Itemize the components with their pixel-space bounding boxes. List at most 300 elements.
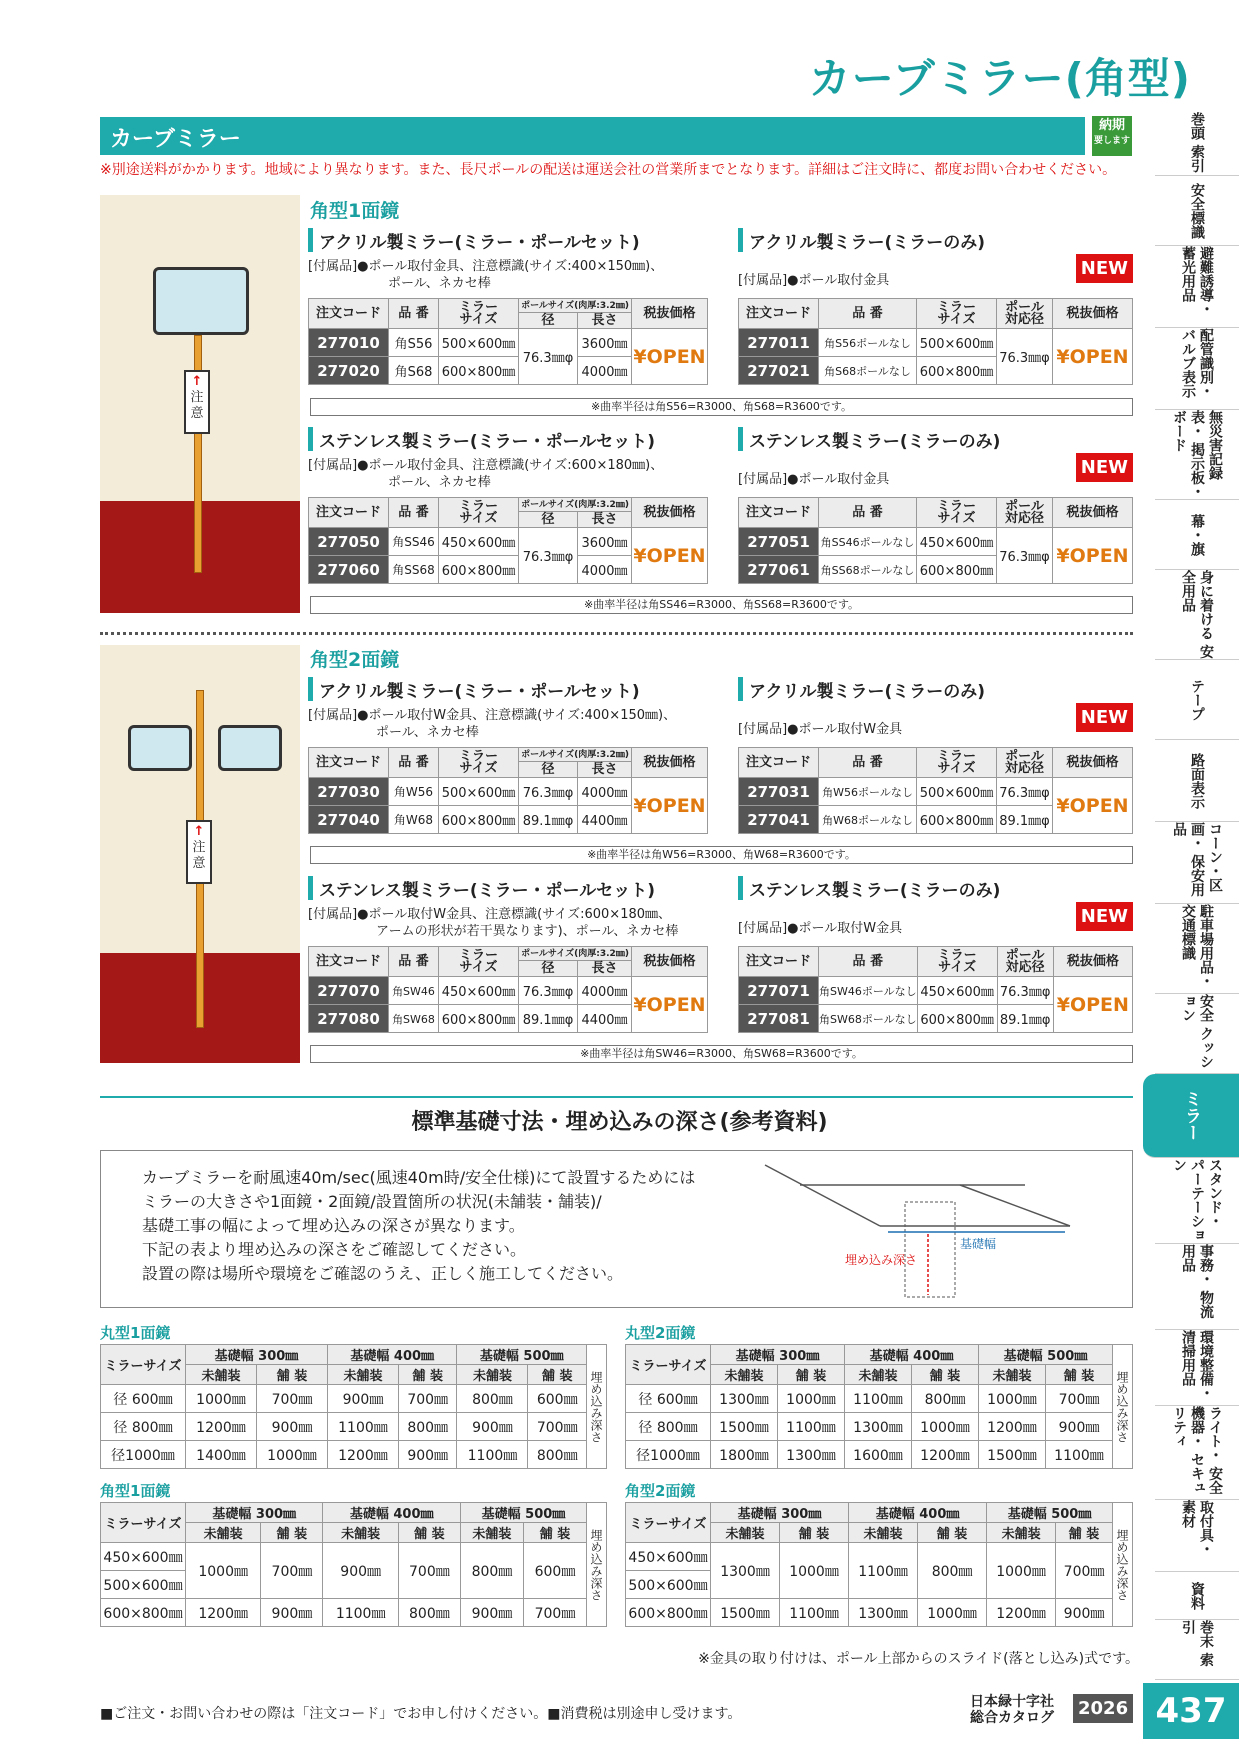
- accessories: [308, 906, 708, 940]
- product-table: [738, 298, 1133, 385]
- cell: 1100㎜: [323, 1599, 398, 1627]
- depth-label: 埋め込み深さ: [1113, 1503, 1133, 1627]
- accessories: [308, 707, 708, 741]
- label-depth: 埋め込み深さ: [845, 1253, 918, 1267]
- th-size: [917, 498, 997, 528]
- th-w500: 基礎幅 500㎜: [457, 1345, 587, 1365]
- cell: 1200㎜: [327, 1441, 398, 1469]
- cell: 900㎜: [327, 1385, 398, 1413]
- th-size: ミラーサイズ: [101, 1503, 186, 1543]
- th-size: [439, 299, 519, 329]
- cell: 800㎜: [398, 1599, 460, 1627]
- cell: 600×800㎜: [101, 1599, 186, 1627]
- price: ¥OPEN: [632, 329, 708, 385]
- order-code: 277011: [739, 329, 819, 357]
- arrow-up-icon: ↑: [193, 824, 205, 839]
- order-code: 277061: [739, 556, 819, 584]
- cell: 700㎜: [398, 1385, 457, 1413]
- th-price: 税抜価格: [1053, 498, 1133, 528]
- th-code: 注文コード: [739, 299, 819, 329]
- cell: 800㎜: [460, 1543, 523, 1599]
- th-size-2: サイズ: [459, 311, 498, 327]
- sidebar-tab[interactable]: テープ: [1155, 660, 1239, 740]
- th-hin: 品 番: [389, 748, 439, 778]
- th-unpaved: 未舗装: [457, 1365, 528, 1385]
- mirror-panel-right: [218, 725, 282, 771]
- text-line: 下記の表より埋め込みの深さをご確認してください。: [142, 1240, 527, 1259]
- th-paved: 舗 装: [398, 1365, 457, 1385]
- part-no: 角SS46ポールなし: [819, 528, 917, 556]
- sign-label: 注意: [192, 840, 206, 871]
- sidebar-tab[interactable]: 幕・旗: [1155, 500, 1239, 570]
- sidebar-tab[interactable]: 安全 クッション: [1155, 994, 1239, 1074]
- cell: 1000㎜: [186, 1385, 257, 1413]
- product-block: [738, 876, 1133, 1040]
- new-badge: NEW: [1076, 453, 1133, 482]
- cell: 1000㎜: [918, 1599, 987, 1627]
- depth-label: 埋め込み深さ: [587, 1503, 607, 1627]
- th-size: [917, 947, 997, 977]
- foundation-text: [142, 1166, 695, 1286]
- catalog-name: [970, 1694, 1054, 1726]
- cell: 径1000㎜: [626, 1441, 711, 1469]
- cell: 1000㎜: [186, 1543, 261, 1599]
- pole-diam: 76.3㎜φ: [997, 329, 1053, 385]
- cell: 800㎜: [457, 1385, 528, 1413]
- curvature-note: ※曲率半径は角SW46=R3000、角SW68=R3600です。: [310, 1045, 1133, 1063]
- th-paved: 舗 装: [1046, 1365, 1113, 1385]
- cell: 1500㎜: [979, 1441, 1046, 1469]
- accessories: [付属品]●ポール取付金具: [738, 472, 890, 487]
- acc-line: [付属品]●ポール取付W金具、注意標識(サイズ:600×180㎜、: [308, 907, 672, 922]
- cell: 1000㎜: [778, 1385, 845, 1413]
- cell: 1000㎜: [987, 1543, 1056, 1599]
- order-code: 277081: [739, 1005, 819, 1033]
- square-double-table: [625, 1502, 1133, 1627]
- part-no: 角SS68: [389, 556, 439, 584]
- th-price: 税抜価格: [1053, 299, 1133, 329]
- th-size-1: ミラー: [937, 947, 977, 963]
- product-table: [308, 946, 708, 1033]
- th-paved: 舗 装: [1056, 1523, 1113, 1543]
- acc-line: アームの形状が若干異なります)、ポール、ネカセ棒: [376, 924, 679, 939]
- depth-label: 埋め込み深さ: [587, 1345, 607, 1469]
- pole-diam: 76.3㎜φ: [519, 778, 578, 806]
- th-hin: 品 番: [819, 498, 917, 528]
- part-no: 角W68: [389, 806, 439, 834]
- th-w400: 基礎幅 400㎜: [845, 1345, 979, 1365]
- mirror-size: 600×800㎜: [917, 357, 997, 385]
- table-title: 丸型1面鏡: [100, 1324, 171, 1342]
- th-pd: [997, 947, 1053, 977]
- mirror-size: 600×800㎜: [439, 556, 519, 584]
- sidebar-tab[interactable]: 配管識別・ バルブ表示: [1155, 328, 1239, 410]
- pole-len: 4000㎜: [578, 977, 632, 1005]
- th-paved: 舗 装: [778, 1365, 845, 1385]
- th-pole: ポールサイズ(肉厚:3.2㎜): [519, 748, 632, 762]
- sidebar-tab[interactable]: 取付具・ 素材: [1155, 1500, 1239, 1572]
- part-no: 角W68ポールなし: [819, 806, 917, 834]
- th-hin: 品 番: [819, 748, 917, 778]
- group-title: 角型2面鏡: [310, 649, 400, 671]
- th-size: [439, 947, 519, 977]
- curvature-note: ※曲率半径は角W56=R3000、角W68=R3600です。: [310, 846, 1133, 864]
- th-size: ミラーサイズ: [101, 1345, 186, 1385]
- text-line: ミラーの大きさや1面鏡・2面鏡/設置箇所の状況(未舗装・舗装)/: [142, 1192, 602, 1211]
- accessories: [付属品]●ポール取付金具: [738, 273, 890, 288]
- order-code: 277021: [739, 357, 819, 385]
- sidebar-tab[interactable]: 事務・ 物流用品: [1155, 1244, 1239, 1330]
- mirror-panel: [153, 267, 249, 335]
- catalog-line: 日本緑十字社: [970, 1694, 1054, 1710]
- pole-diam: 89.1㎜φ: [997, 806, 1053, 834]
- th-paved: 舗 装: [261, 1523, 323, 1543]
- sidebar-tab[interactable]: 環境整備・ 清掃用品: [1155, 1330, 1239, 1406]
- th-code: 注文コード: [309, 498, 389, 528]
- cell: 600㎜: [528, 1385, 587, 1413]
- product-block: [308, 228, 708, 392]
- sidebar-tab[interactable]: コーン・区画・ 保安用品: [1155, 822, 1239, 904]
- product-title: アクリル製ミラー(ミラー・ポールセット): [308, 228, 708, 252]
- sidebar-tab[interactable]: 資料: [1155, 1572, 1239, 1620]
- cell: 700㎜: [528, 1413, 587, 1441]
- th-size-1: ミラー: [936, 299, 976, 315]
- sidebar-tab[interactable]: 巻末 索引: [1155, 1620, 1239, 1680]
- group-title: 角型1面鏡: [310, 200, 400, 222]
- th-w300: 基礎幅 300㎜: [186, 1503, 323, 1523]
- cell: 径 800㎜: [101, 1413, 186, 1441]
- cell: 800㎜: [912, 1385, 979, 1413]
- th-size: [917, 299, 997, 329]
- th-code: 注文コード: [309, 947, 389, 977]
- th-pole: ポールサイズ(肉厚:3.2㎜): [519, 299, 632, 313]
- th-price: 税抜価格: [632, 498, 708, 528]
- catalog-year: 2026: [1073, 1694, 1133, 1723]
- th-size-1: ミラー: [936, 498, 976, 514]
- order-code: 277040: [309, 806, 389, 834]
- order-footer: ■ご注文・お問い合わせの際は「注文コード」でお申し付けください。■消費税は別途申し受けます。: [100, 1706, 742, 1722]
- pole-diam: 89.1㎜φ: [997, 1005, 1053, 1033]
- cell: 1200㎜: [186, 1599, 261, 1627]
- sidebar-tab-active[interactable]: ミラー: [1143, 1074, 1239, 1158]
- th-hin: 品 番: [819, 299, 917, 329]
- product-title: アクリル製ミラー(ミラー・ポールセット): [308, 677, 708, 701]
- cell: 1400㎜: [186, 1441, 257, 1469]
- th-pole: ポールサイズ(肉厚:3.2㎜): [519, 498, 632, 512]
- th-size-1: ミラー: [458, 748, 498, 764]
- cell: 1100㎜: [845, 1385, 912, 1413]
- product-table: [738, 747, 1133, 834]
- text-line: 設置の際は場所や環境をご確認のうえ、正しく施工してください。: [142, 1264, 623, 1283]
- price: ¥OPEN: [632, 977, 708, 1033]
- mirror-size: 450×600㎜: [917, 977, 997, 1005]
- cell: 1200㎜: [186, 1413, 257, 1441]
- cell: 600×800㎜: [626, 1599, 711, 1627]
- cell: 500×600㎜: [101, 1571, 186, 1599]
- table-title: 丸型2面鏡: [625, 1324, 696, 1342]
- cell: 900㎜: [256, 1413, 327, 1441]
- th-len: 長さ: [578, 961, 632, 977]
- th-code: 注文コード: [739, 748, 819, 778]
- cell: 900㎜: [1056, 1599, 1113, 1627]
- part-no: 角SW68ポールなし: [819, 1005, 918, 1033]
- th-size-2: サイズ: [937, 311, 976, 327]
- th-paved: 舗 装: [523, 1523, 586, 1543]
- acc-line: [付属品]●ポール取付金具、注意標識(サイズ:400×150㎜)、: [308, 259, 664, 274]
- order-code: 277060: [309, 556, 389, 584]
- new-badge: NEW: [1076, 902, 1133, 931]
- acc-line: ポール、ネカセ棒: [388, 475, 491, 490]
- mirror-size: 500×600㎜: [439, 329, 519, 357]
- table-title: 角型1面鏡: [100, 1482, 171, 1500]
- product-block: [308, 677, 708, 841]
- accessories: [付属品]●ポール取付W金具: [738, 921, 903, 936]
- th-w300: 基礎幅 300㎜: [186, 1345, 328, 1365]
- cell: 1000㎜: [912, 1413, 979, 1441]
- curvature-note: ※曲率半径は角SS46=R3000、角SS68=R3600です。: [310, 596, 1133, 614]
- sidebar-tab[interactable]: 安全標識: [1155, 176, 1239, 246]
- th-unpaved: 未舗装: [711, 1523, 780, 1543]
- sidebar-tab[interactable]: 駐車場用品・ 交通標識: [1155, 904, 1239, 994]
- th-price: 税抜価格: [1053, 748, 1133, 778]
- th-pd-2: 対応径: [1004, 760, 1044, 776]
- th-w500: 基礎幅 500㎜: [987, 1503, 1113, 1523]
- th-paved: 舗 装: [256, 1365, 327, 1385]
- pole-diam: 89.1㎜φ: [519, 806, 578, 834]
- pole-len: 4000㎜: [578, 357, 632, 385]
- order-code: 277070: [309, 977, 389, 1005]
- acc-line: [付属品]●ポール取付W金具、注意標識(サイズ:400×150㎜)、: [308, 708, 677, 723]
- product-title: アクリル製ミラー(ミラーのみ): [738, 677, 1133, 701]
- th-w400: 基礎幅 400㎜: [849, 1503, 987, 1523]
- mirror-size: 600×800㎜: [439, 1005, 519, 1033]
- shipping-notice: ※別途送料がかかります。地域により異なります。また、長尺ポールの配送は運送会社の営業所までとなります。詳細はご注文時に、都度お問い合わせください。: [100, 162, 1117, 178]
- cell: 1300㎜: [711, 1543, 780, 1599]
- sidebar-tab[interactable]: 避難誘導・ 蓄光用品: [1155, 246, 1239, 328]
- cell: 800㎜: [528, 1441, 587, 1469]
- cell: 700㎜: [261, 1543, 323, 1599]
- cell: 700㎜: [398, 1543, 460, 1599]
- sidebar-tab[interactable]: 無災害記録表・ 掲示板・ボード: [1155, 410, 1239, 500]
- catalog-line: 総合カタログ: [970, 1710, 1054, 1726]
- th-pd-1: ポール: [1005, 947, 1045, 963]
- mirror-size: 600×800㎜: [439, 357, 519, 385]
- price: ¥OPEN: [632, 528, 708, 584]
- order-code: 277010: [309, 329, 389, 357]
- acc-line: ポール、ネカセ棒: [376, 725, 479, 740]
- cell: 1200㎜: [912, 1441, 979, 1469]
- pole-diam: 76.3㎜φ: [519, 528, 578, 584]
- th-pd-1: ポール: [1005, 748, 1044, 764]
- th-paved: 舗 装: [912, 1365, 979, 1385]
- cell: 1100㎜: [1046, 1441, 1113, 1469]
- arrow-up-icon: ↑: [191, 374, 203, 389]
- accessories: [付属品]●ポール取付W金具: [738, 722, 903, 737]
- pole-len: 4400㎜: [578, 806, 632, 834]
- pole-diam: 89.1㎜φ: [519, 1005, 578, 1033]
- sidebar-tab[interactable]: ライト・ 安全機器・ セキュリティ: [1155, 1406, 1239, 1500]
- foundation-diagram: [760, 1160, 1080, 1300]
- cell: 1100㎜: [780, 1599, 849, 1627]
- th-size: ミラーサイズ: [626, 1345, 711, 1385]
- mirror-size: 500×600㎜: [917, 329, 997, 357]
- curvature-note: ※曲率半径は角S56=R3000、角S68=R3600です。: [310, 398, 1133, 416]
- product-block: [738, 677, 1133, 841]
- cell: 1800㎜: [711, 1441, 778, 1469]
- cell: 900㎜: [1046, 1413, 1113, 1441]
- cell: 1200㎜: [987, 1599, 1056, 1627]
- cell: 700㎜: [256, 1385, 327, 1413]
- part-no: 角SW46ポールなし: [819, 977, 918, 1005]
- pole-len: 4000㎜: [578, 778, 632, 806]
- product-block: [308, 876, 708, 1040]
- sidebar-tab[interactable]: 身に着ける 安全用品: [1155, 570, 1239, 660]
- th-code: 注文コード: [309, 748, 389, 778]
- th-w300: 基礎幅 300㎜: [711, 1503, 849, 1523]
- cell: 1100㎜: [849, 1543, 918, 1599]
- th-w400: 基礎幅 400㎜: [323, 1503, 460, 1523]
- pole-len: 3600㎜: [578, 329, 632, 357]
- part-no: 角SS68ポールなし: [819, 556, 917, 584]
- cell: 800㎜: [398, 1413, 457, 1441]
- th-pd: [997, 299, 1053, 329]
- product-title: ステンレス製ミラー(ミラー・ポールセット): [308, 427, 708, 451]
- product-table: [738, 946, 1133, 1033]
- cell: 1000㎜: [780, 1543, 849, 1599]
- section-header: カーブミラー: [100, 117, 1085, 155]
- th-w500: 基礎幅 500㎜: [979, 1345, 1113, 1365]
- mirror-size: 450×600㎜: [917, 528, 997, 556]
- th-pd-2: 対応径: [1005, 959, 1045, 975]
- th-len: 長さ: [578, 512, 632, 528]
- pole-diam: 76.3㎜φ: [997, 778, 1053, 806]
- th-unpaved: 未舗装: [987, 1523, 1056, 1543]
- cell: 1100㎜: [457, 1441, 528, 1469]
- accessories: [308, 258, 708, 292]
- acc-line: ポール、ネカセ棒: [388, 276, 491, 291]
- th-len: 長さ: [578, 762, 632, 778]
- mirror-panel-left: [128, 725, 192, 771]
- order-code: 277071: [739, 977, 819, 1005]
- cell: 1000㎜: [979, 1385, 1046, 1413]
- square-single-table: [100, 1502, 607, 1627]
- th-code: 注文コード: [739, 947, 819, 977]
- th-price: 税抜価格: [632, 947, 708, 977]
- cell: 600㎜: [523, 1543, 586, 1599]
- cell: 450×600㎜: [101, 1543, 186, 1571]
- th-size-2: サイズ: [459, 760, 498, 776]
- sign-label: 注意: [190, 390, 204, 421]
- order-code: 277031: [739, 778, 819, 806]
- part-no: 角SW46: [389, 977, 439, 1005]
- th-unpaved: 未舗装: [186, 1523, 261, 1543]
- cell: 900㎜: [457, 1413, 528, 1441]
- new-badge: NEW: [1076, 254, 1133, 283]
- double-mirror-illustration: [100, 645, 300, 1063]
- part-no: 角W56ポールなし: [819, 778, 917, 806]
- product-title: アクリル製ミラー(ミラーのみ): [738, 228, 1133, 252]
- th-pole: ポールサイズ(肉厚:3.2㎜): [519, 947, 632, 961]
- noki-sub: 要します: [1093, 136, 1130, 146]
- table-title: 角型2面鏡: [625, 1482, 696, 1500]
- th-size-1: ミラー: [458, 498, 498, 514]
- price: ¥OPEN: [1053, 329, 1133, 385]
- cell: 700㎜: [1056, 1543, 1113, 1599]
- th-size-1: ミラー: [936, 748, 976, 764]
- foundation-block: [905, 1202, 955, 1297]
- pole-diam: 76.3㎜φ: [997, 528, 1053, 584]
- pole-len: 4400㎜: [578, 1005, 632, 1033]
- th-price: 税抜価格: [632, 748, 708, 778]
- cell: 1300㎜: [711, 1385, 778, 1413]
- order-code: 277041: [739, 806, 819, 834]
- th-pd-1: ポール: [1005, 498, 1044, 514]
- th-len: 長さ: [578, 313, 632, 329]
- product-title: ステンレス製ミラー(ミラー・ポールセット): [308, 876, 708, 900]
- sidebar-tab[interactable]: スタンド・ パーテーション: [1155, 1158, 1239, 1244]
- th-diam: 径: [519, 961, 578, 977]
- price: ¥OPEN: [1053, 528, 1133, 584]
- product-block: [738, 228, 1133, 392]
- sidebar-tab[interactable]: 路面表示: [1155, 740, 1239, 822]
- th-size: [439, 748, 519, 778]
- page-number: 437: [1143, 1683, 1239, 1739]
- th-hin: 品 番: [819, 947, 918, 977]
- foundation-title: 標準基礎寸法・埋め込みの深さ(参考資料): [411, 1110, 828, 1135]
- acc-line: [付属品]●ポール取付金具、注意標識(サイズ:600×180㎜)、: [308, 458, 664, 473]
- order-code: 277020: [309, 357, 389, 385]
- th-size-1: ミラー: [458, 299, 498, 315]
- part-no: 角S56: [389, 329, 439, 357]
- single-mirror-illustration: [100, 195, 300, 613]
- th-hin: 品 番: [389, 947, 439, 977]
- product-block: [308, 427, 708, 591]
- th-paved: 舗 装: [528, 1365, 587, 1385]
- cell: 1300㎜: [845, 1413, 912, 1441]
- th-diam: 径: [519, 313, 578, 329]
- price: ¥OPEN: [632, 778, 708, 834]
- depth-label: 埋め込み深さ: [1113, 1345, 1133, 1469]
- mirror-size: 500×600㎜: [439, 778, 519, 806]
- th-paved: 舗 装: [780, 1523, 849, 1543]
- th-diam: 径: [519, 762, 578, 778]
- th-hin: 品 番: [389, 498, 439, 528]
- part-no: 角S56ポールなし: [819, 329, 917, 357]
- mirror-size: 500×600㎜: [917, 778, 997, 806]
- pole-diam: 76.3㎜φ: [997, 977, 1053, 1005]
- th-unpaved: 未舗装: [323, 1523, 398, 1543]
- cell: 径1000㎜: [101, 1441, 186, 1469]
- mirror-size: 600×800㎜: [917, 556, 997, 584]
- sidebar-tab[interactable]: 巻頭 索引: [1155, 110, 1239, 176]
- section-divider: [100, 632, 1133, 635]
- cell: 1500㎜: [711, 1413, 778, 1441]
- cell: 800㎜: [918, 1543, 987, 1599]
- cell: 1000㎜: [256, 1441, 327, 1469]
- part-no: 角SS46: [389, 528, 439, 556]
- product-block: [738, 427, 1133, 591]
- product-table: [308, 298, 708, 385]
- part-no: 角S68: [389, 357, 439, 385]
- th-size: ミラーサイズ: [626, 1503, 711, 1543]
- th-w300: 基礎幅 300㎜: [711, 1345, 845, 1365]
- slope-right: [960, 1185, 1070, 1226]
- round-double-table: [625, 1344, 1133, 1469]
- th-pd: [997, 748, 1053, 778]
- th-unpaved: 未舗装: [711, 1365, 778, 1385]
- part-no: 角SW68: [389, 1005, 439, 1033]
- th-hin: 品 番: [389, 299, 439, 329]
